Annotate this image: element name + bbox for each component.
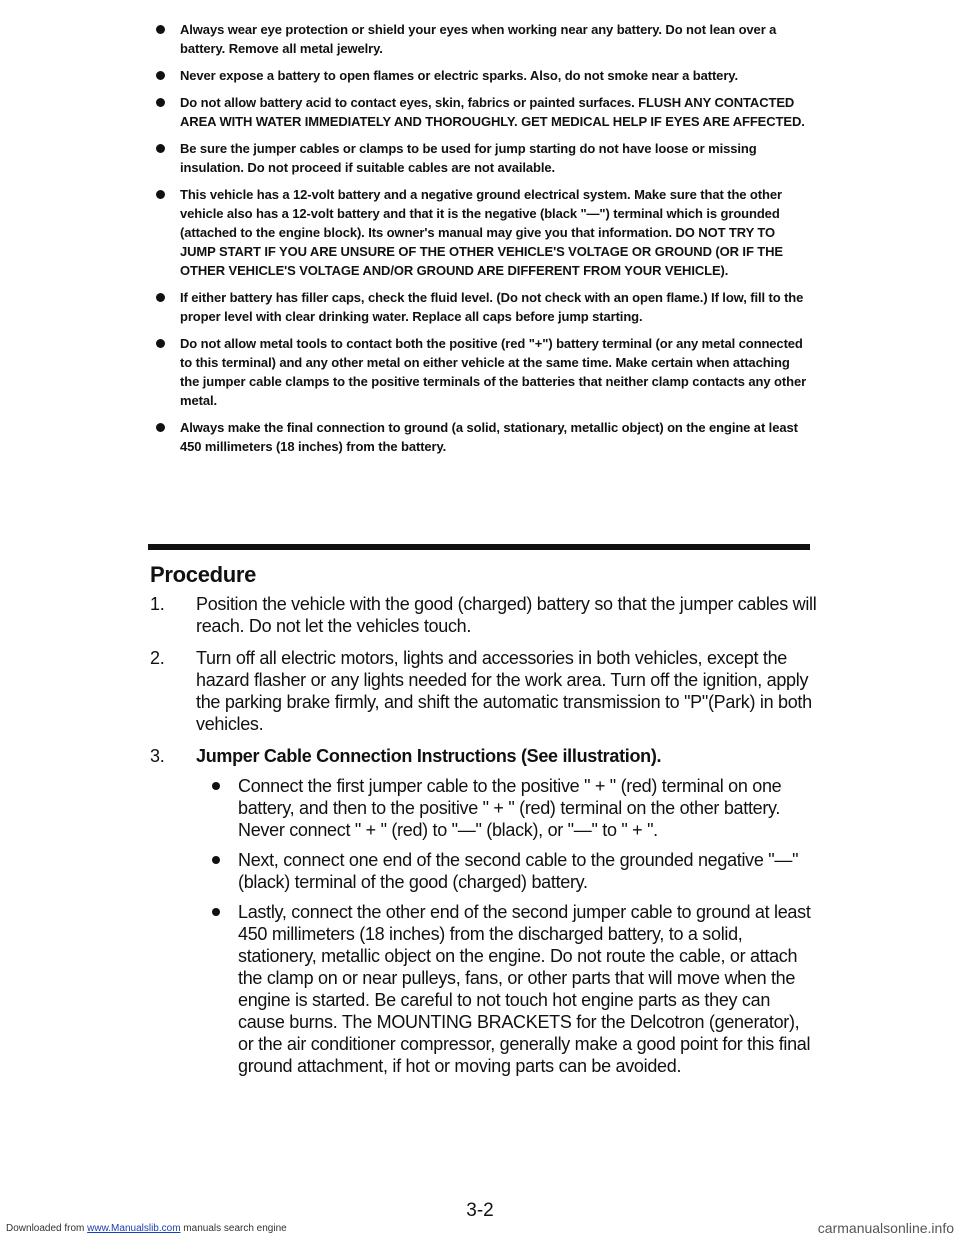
- section-divider: [148, 544, 810, 550]
- bullet-icon: [156, 25, 165, 34]
- sub-bullet: [196, 849, 818, 893]
- bullet-icon: [156, 293, 165, 302]
- footer-suffix: manuals search engine: [180, 1223, 287, 1234]
- bullet-icon: [156, 71, 165, 80]
- bullet-icon: [156, 339, 165, 348]
- sub-bullet-text: Connect the first jumper cable to the positive " + " (red) terminal on one battery, and then to the positive " + " (red) terminal on the other battery. Never connect " + " (red) to "—" (black), or "—" to " + ".: [238, 776, 782, 840]
- bullet-icon: [212, 908, 220, 916]
- bullet-icon: [156, 190, 165, 199]
- bullet-icon: [212, 782, 220, 790]
- sub-bullet: [196, 775, 818, 841]
- warning-item: [150, 334, 812, 410]
- sub-bullet: [196, 901, 818, 1077]
- warning-item: [150, 66, 812, 85]
- warning-item: [150, 20, 812, 58]
- sub-bullet-text: Lastly, connect the other end of the second jumper cable to ground at least 450 millimeters (18 inches) from the discharged battery, to a solid, stationery, metallic object on the engine. Do not route the cable, or attach the clamp on or near pulleys, fans, or other parts that will move when the engine is started. Be careful to not touch hot engine parts as they can cause burns. The MOUNTING BRACKETS for the Delcotron (generator), or the air conditioner compressor, generally make a good point for this final ground attachment, if hot or moving parts can be avoided.: [238, 902, 811, 1076]
- warning-item: [150, 93, 812, 131]
- step-item: [150, 647, 818, 735]
- warning-text: Do not allow metal tools to contact both the positive (red "+") battery terminal (or any metal connected to this terminal) and any other metal on either vehicle at the same time. Make certain when attaching the jumper cable clamps to the positive terminals of the batteries that neither clamp contacts any other metal.: [180, 336, 807, 408]
- warning-text: Always make the final connection to ground (a solid, stationary, metallic object) on the engine at least 450 millimeters (18 inches) from the battery.: [180, 420, 798, 454]
- warning-text: Be sure the jumper cables or clamps to be used for jump starting do not have loose or missing insulation. Do not proceed if suitable cables are not available.: [180, 141, 757, 175]
- warning-item: [150, 139, 812, 177]
- step-number: 3.: [150, 746, 165, 766]
- warning-item: [150, 418, 812, 456]
- footer-prefix: Downloaded from: [6, 1223, 88, 1234]
- warning-text: Never expose a battery to open flames or electric sparks. Also, do not smoke near a battery.: [180, 68, 738, 83]
- warning-text: If either battery has filler caps, check the fluid level. (Do not check with an open flame.) If low, fill to the proper level with clear drinking water. Replace all caps before jump starting.: [180, 290, 804, 324]
- warning-item: [150, 185, 812, 280]
- step-number: 2.: [150, 648, 165, 668]
- manualslib-link[interactable]: www.Manualslib.com: [87, 1223, 181, 1234]
- step-item: [150, 593, 818, 637]
- page-number: 3-2: [466, 1200, 494, 1221]
- sub-bullet-text: Next, connect one end of the second cable to the grounded negative "—" (black) terminal of the good (charged) battery.: [238, 850, 799, 892]
- warning-text: Always wear eye protection or shield your eyes when working near any battery. Do not lean over a battery. Remove all metal jewelry.: [180, 22, 777, 56]
- watermark: carmanualsonline.info: [817, 1220, 954, 1236]
- bullet-icon: [156, 423, 165, 432]
- warning-text: This vehicle has a 12-volt battery and a negative ground electrical system. Make sure that the other vehicle also has a 12-volt battery and that it is the negative (black "—") terminal which is grounded (attached to the engine block). Its owner's manual may give you that information. DO NOT TRY TO JUMP START IF YOU ARE UNSURE OF THE OTHER VEHICLE'S VOLTAGE OR GROUND (OR IF THE OTHER VEHICLE'S VOLTAGE AND/OR GROUND ARE DIFFERENT FROM YOUR VEHICLE).: [180, 187, 783, 278]
- bullet-icon: [156, 98, 165, 107]
- warning-item: [150, 288, 812, 326]
- warning-list: [150, 20, 812, 464]
- step-item: [150, 745, 818, 1077]
- section-title: Procedure: [150, 562, 257, 587]
- bullet-icon: [212, 856, 220, 864]
- procedure-steps: [150, 593, 818, 1087]
- download-footer: [6, 1223, 287, 1234]
- bullet-icon: [156, 144, 165, 153]
- step-text: Turn off all electric motors, lights and accessories in both vehicles, except the hazard flasher or any lights needed for the work area. Turn off the ignition, apply the parking brake firmly, and shift the automatic transmission to "P"(Park) in both vehicles.: [196, 648, 812, 734]
- step-heading: Jumper Cable Connection Instructions (See illustration).: [196, 746, 662, 766]
- step-number: 1.: [150, 594, 165, 614]
- warning-text: Do not allow battery acid to contact eyes, skin, fabrics or painted surfaces. FLUSH ANY CONTACTED AREA WITH WATER IMMEDIATELY AND THOROUGHLY. GET MEDICAL HELP IF EYES ARE AFFECTED.: [180, 95, 805, 129]
- step-text: Position the vehicle with the good (charged) battery so that the jumper cables will reach. Do not let the vehicles touch.: [196, 594, 817, 636]
